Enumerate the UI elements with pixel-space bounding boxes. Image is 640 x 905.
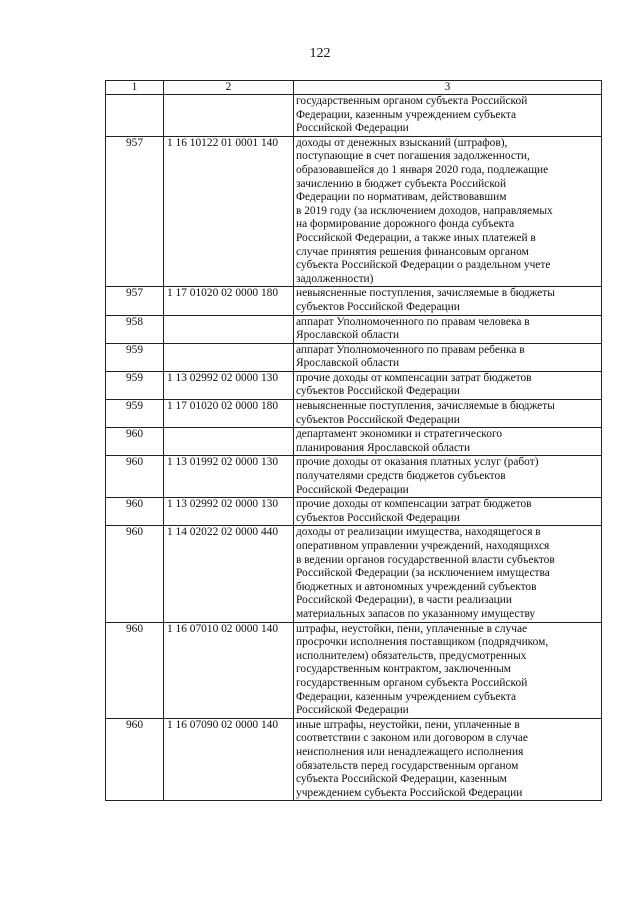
description-line: учреждением субъекта Российской Федерации xyxy=(296,786,523,799)
description-line: невыясненные поступления, зачисляемые в бюджеты xyxy=(296,287,555,300)
income-code-cell xyxy=(164,343,294,371)
description-line: случае принятия решения финансовым органом xyxy=(296,245,529,258)
table-row xyxy=(106,136,602,287)
admin-code-cell: 957 xyxy=(106,136,164,287)
description-line: субъектов Российской Федерации xyxy=(296,511,460,524)
admin-code-cell: 960 xyxy=(106,622,164,718)
description-line: в 2019 году (за исключением доходов, направляемых xyxy=(296,204,553,217)
table-row xyxy=(106,718,602,801)
description-line: материальных запасов по указанному имуществу xyxy=(296,607,536,620)
header-cell-1: 1 xyxy=(106,81,164,95)
description-line: соответствии с законом или договором в случае xyxy=(296,732,528,745)
description-cell xyxy=(294,526,602,622)
income-code-cell: 1 13 01992 02 0000 130 xyxy=(164,456,294,498)
description-line: субъектов Российской Федерации xyxy=(296,385,460,398)
table-row xyxy=(106,95,602,137)
income-code-cell: 1 16 07010 02 0000 140 xyxy=(164,622,294,718)
description-line: департамент экономики и стратегического xyxy=(296,428,503,441)
table-row xyxy=(106,498,602,526)
income-code-cell: 1 16 07090 02 0000 140 xyxy=(164,718,294,801)
description-line: получателями средств бюджетов субъектов xyxy=(296,470,506,483)
table-header-row xyxy=(106,81,602,95)
description-cell xyxy=(294,343,602,371)
admin-code-cell: 960 xyxy=(106,718,164,801)
description-cell xyxy=(294,400,602,428)
description-line: невыясненные поступления, зачисляемые в бюджеты xyxy=(296,400,555,413)
table-row xyxy=(106,428,602,456)
description-cell xyxy=(294,371,602,399)
description-line: иные штрафы, неустойки, пени, уплаченные в xyxy=(296,718,520,731)
admin-code-cell: 957 xyxy=(106,287,164,315)
description-line: оперативном управлении учреждений, находящихся xyxy=(296,540,550,552)
description-line: прочие доходы от оказания платных услуг (работ) xyxy=(296,456,539,469)
description-line: Федерации, казенным учреждением субъекта xyxy=(296,690,517,703)
description-line: государственным контрактом, заключенным xyxy=(296,663,511,676)
income-code-cell: 1 16 10122 01 0001 140 xyxy=(164,136,294,287)
admin-code-cell: 960 xyxy=(106,456,164,498)
description-line: прочие доходы от компенсации затрат бюджетов xyxy=(296,371,532,384)
description-line: планирования Ярославской области xyxy=(296,441,471,454)
income-code-cell: 1 13 02992 02 0000 130 xyxy=(164,371,294,399)
description-line: поступающие в счет погашения задолженности, xyxy=(296,150,530,163)
description-line: неисполнения или ненадлежащего исполнения xyxy=(296,745,524,758)
table-row xyxy=(106,526,602,622)
income-code-cell: 1 17 01020 02 0000 180 xyxy=(164,400,294,428)
description-cell xyxy=(294,315,602,343)
description-line: бюджетных и автономных учреждений субъектов xyxy=(296,580,537,593)
description-line: аппарат Уполномоченного по правам ребенка в xyxy=(296,343,525,356)
description-line: субъектов Российской Федерации xyxy=(296,300,460,313)
description-line: зачислению в бюджет субъекта Российской xyxy=(296,177,507,190)
description-line: прочие доходы от компенсации затрат бюджетов xyxy=(296,498,532,511)
description-cell xyxy=(294,622,602,718)
description-line: государственным органом субъекта Российской xyxy=(296,95,528,107)
table-row xyxy=(106,343,602,371)
description-line: Ярославской области xyxy=(296,357,400,370)
description-cell xyxy=(294,287,602,315)
table-row xyxy=(106,456,602,498)
table-row xyxy=(106,287,602,315)
description-line: на формирование дорожного фонда субъекта xyxy=(296,218,515,231)
description-line: Российской Федерации), в части реализации xyxy=(296,594,512,607)
header-cell-3: 3 xyxy=(294,81,602,95)
description-line: Ярославской области xyxy=(296,329,400,342)
description-line: в ведении органов государственной власти субъектов xyxy=(296,553,555,566)
income-code-cell xyxy=(164,428,294,456)
description-cell xyxy=(294,718,602,801)
description-line: Российской Федерации xyxy=(296,122,409,135)
table-row xyxy=(106,371,602,399)
description-line: обязательств перед государственным органом xyxy=(296,759,519,772)
description-line: Федерации по нормативам, действовавшим xyxy=(296,191,507,204)
description-line: субъекта Российской Федерации о раздельном учете xyxy=(296,259,551,272)
admin-code-cell: 960 xyxy=(106,526,164,622)
description-line: аппарат Уполномоченного по правам человека в xyxy=(296,315,530,328)
description-line: штрафы, неустойки, пени, уплаченные в случае xyxy=(296,622,528,635)
income-code-cell: 1 17 01020 02 0000 180 xyxy=(164,287,294,315)
description-line: государственным органом субъекта Российской xyxy=(296,676,528,689)
description-cell xyxy=(294,456,602,498)
description-line: Российской Федерации (за исключением имущества xyxy=(296,567,550,580)
income-codes-table xyxy=(105,80,602,801)
admin-code-cell: 958 xyxy=(106,315,164,343)
admin-code-cell: 959 xyxy=(106,400,164,428)
table-body xyxy=(106,81,602,801)
admin-code-cell: 959 xyxy=(106,343,164,371)
income-code-cell xyxy=(164,315,294,343)
header-cell-2: 2 xyxy=(164,81,294,95)
admin-code-cell xyxy=(106,95,164,137)
description-line: просрочки исполнения поставщиком (подрядчиком, xyxy=(296,636,549,649)
table-row xyxy=(106,400,602,428)
income-code-cell xyxy=(164,95,294,137)
description-line: Российской Федерации xyxy=(296,483,409,496)
admin-code-cell: 959 xyxy=(106,371,164,399)
description-line: Российской Федерации xyxy=(296,704,409,717)
page-number: 122 xyxy=(309,46,331,61)
description-cell xyxy=(294,136,602,287)
description-line: Российской Федерации, а также иных платежей в xyxy=(296,231,536,244)
description-cell xyxy=(294,95,602,137)
description-line: доходы от реализации имущества, находящегося в xyxy=(296,526,541,539)
description-line: субъекта Российской Федерации, казенным xyxy=(296,773,507,786)
table-row xyxy=(106,315,602,343)
description-cell xyxy=(294,428,602,456)
description-cell xyxy=(294,498,602,526)
description-line: Федерации, казенным учреждением субъекта xyxy=(296,108,517,121)
table-row xyxy=(106,622,602,718)
description-line: образовавшейся до 1 января 2020 года, подлежащие xyxy=(296,163,549,176)
income-code-cell: 1 13 02992 02 0000 130 xyxy=(164,498,294,526)
description-line: исполнителем) обязательств, предусмотренных xyxy=(296,649,527,662)
description-line: доходы от денежных взысканий (штрафов), xyxy=(296,136,508,149)
admin-code-cell: 960 xyxy=(106,498,164,526)
income-code-cell: 1 14 02022 02 0000 440 xyxy=(164,526,294,622)
admin-code-cell: 960 xyxy=(106,428,164,456)
description-line: субъектов Российской Федерации xyxy=(296,413,460,426)
description-line: задолженности) xyxy=(296,272,374,285)
